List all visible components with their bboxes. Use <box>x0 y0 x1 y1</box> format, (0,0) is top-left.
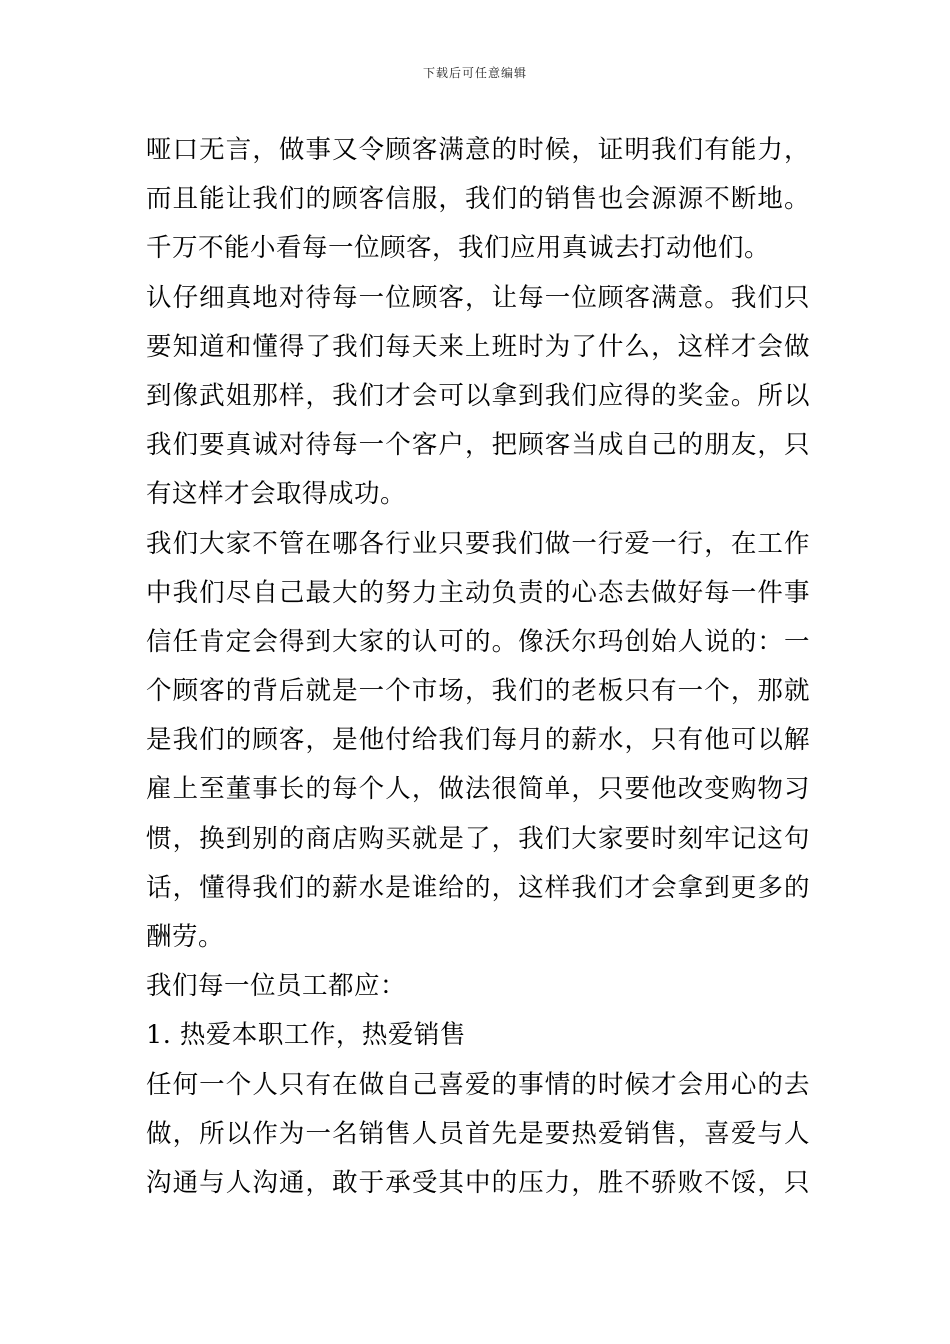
text-line: 话，懂得我们的薪水是谁给的，这样我们才会拿到更多的 <box>146 872 810 903</box>
text-line: 沟通与人沟通，敢于承受其中的压力，胜不骄败不馁，只 <box>146 1167 810 1198</box>
page-header: 下载后可任意编辑 <box>422 66 527 80</box>
body-text <box>146 126 810 1208</box>
text-line: 信任肯定会得到大家的认可的。像沃尔玛创始人说的：一 <box>146 626 810 657</box>
text-line: 到像武姐那样，我们才会可以拿到我们应得的奖金。所以 <box>146 380 810 411</box>
text-line: 做，所以作为一名销售人员首先是要热爱销售，喜爱与人 <box>146 1118 810 1149</box>
text-line: 酬劳。 <box>146 922 225 952</box>
text-line: 雇上至董事长的每个人，做法很简单，只要他改变购物习 <box>146 774 810 805</box>
text-line: 惯，换到别的商店购买就是了，我们大家要时刻牢记这句 <box>146 823 810 854</box>
text-line: 千万不能小看每一位顾客，我们应用真诚去打动他们。 <box>146 233 771 264</box>
text-line: 我们要真诚对待每一个客户，把顾客当成自己的朋友，只 <box>146 430 810 461</box>
text-line: 任何一个人只有在做自己喜爱的事情的时候才会用心的去 <box>146 1069 810 1100</box>
text-line: 有这样才会取得成功。 <box>146 479 407 510</box>
text-line: 认仔细真地对待每一位顾客，让每一位顾客满意。我们只 <box>146 282 810 313</box>
text-line: 哑口无言，做事又令顾客满意的时候，证明我们有能力， <box>146 135 810 165</box>
text-line: 1. 热爱本职工作，热爱销售 <box>146 1020 466 1051</box>
text-line: 我们每一位员工都应： <box>146 971 407 1002</box>
text-line: 而且能让我们的顾客信服，我们的销售也会源源不断地。 <box>146 184 810 215</box>
text-line: 要知道和懂得了我们每天来上班时为了什么，这样才会做 <box>146 331 810 362</box>
text-line: 我们大家不管在哪各行业只要我们做一行爱一行，在工作 <box>146 528 810 559</box>
text-line: 个顾客的背后就是一个市场，我们的老板只有一个，那就 <box>146 676 810 707</box>
text-line: 是我们的顾客，是他付给我们每月的薪水，只有他可以解 <box>146 725 810 756</box>
text-line: 中我们尽自己最大的努力主动负责的心态去做好每一件事 <box>146 577 810 608</box>
